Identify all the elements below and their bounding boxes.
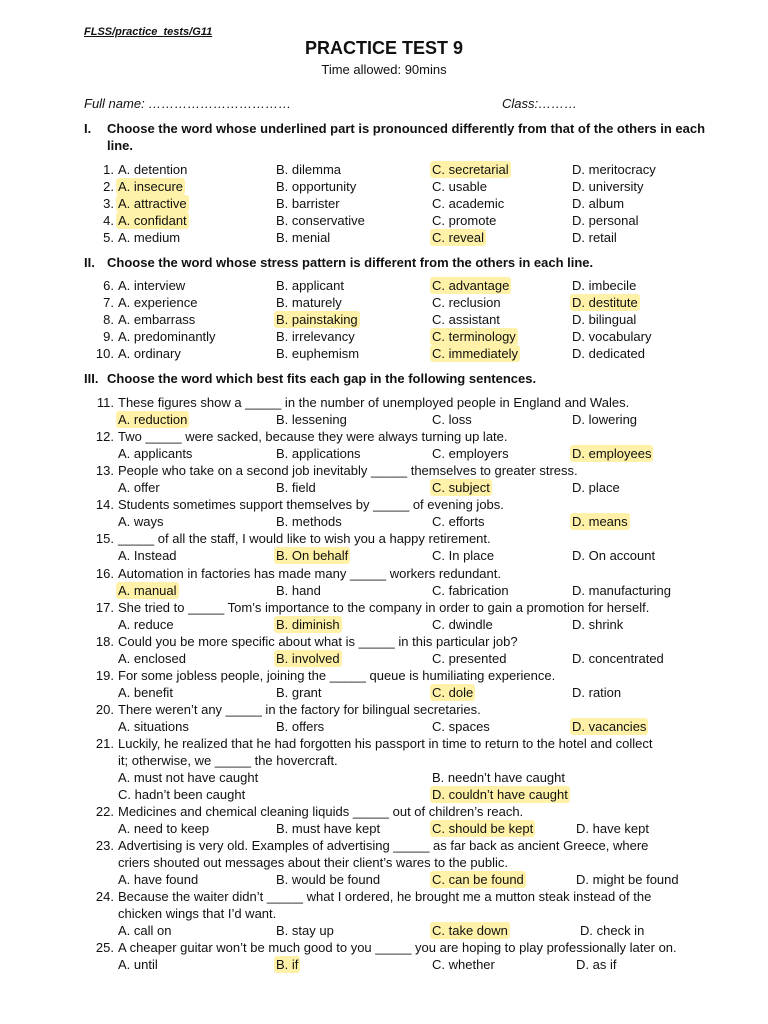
question-stem-row (84, 565, 724, 582)
section-instruction: Choose the word which best fits each gap in the following sentences. (107, 371, 537, 386)
options-row (84, 445, 724, 462)
question-stem: She tried to _____ Tom’s importance to the company in order to gain a promotion for herself. (118, 600, 650, 615)
options-row (84, 411, 724, 428)
option-b-answer: B. On behalf (276, 548, 349, 563)
option-d-answer: D. means (572, 514, 628, 529)
options-row (84, 479, 724, 496)
page-title: PRACTICE TEST 9 (304, 38, 464, 58)
question-number: 10. (95, 346, 114, 361)
question-stem-row (84, 496, 724, 513)
option-c: C. spaces (432, 719, 490, 734)
question-number: 3. (103, 196, 114, 211)
option-a: A. need to keep (118, 821, 210, 836)
question-stem-row (84, 462, 724, 479)
section-heading (84, 120, 724, 154)
options-row (84, 956, 724, 973)
question-stem: For some jobless people, joining the _____ queue is humiliating experience. (118, 668, 556, 683)
question-stem: Medicines and chemical cleaning liquids _____ out of children’s reach. (118, 804, 524, 819)
option-a-answer: A. insecure (118, 179, 184, 194)
question-number: 16. (95, 566, 114, 581)
option-b: B. must have kept (276, 821, 381, 836)
options-row (84, 769, 724, 786)
question-number: 19. (95, 668, 114, 683)
question-number: 15. (95, 531, 114, 546)
question-stem: These figures show a _____ in the number of unemployed people in England and Wales. (118, 395, 630, 410)
full-name-field: Full name: …………………………… (84, 96, 292, 111)
question-stem: _____ of all the staff, I would like to wish you a happy retirement. (118, 531, 491, 546)
option-c-answer: C. take down (432, 923, 508, 938)
question-stem: People who take on a second job inevitably _____ themselves to greater stress. (118, 463, 578, 478)
option-c-answer: C. should be kept (432, 821, 534, 836)
option-c: C. dwindle (432, 617, 493, 632)
option-b: B. field (276, 480, 316, 495)
question-number: 8. (103, 312, 114, 327)
question-stem-row (84, 701, 724, 718)
question-number: 1. (103, 162, 114, 177)
question-row (84, 178, 724, 195)
option-b-answer: B. if (276, 957, 299, 972)
question-row (84, 277, 724, 294)
question-stem-row (84, 735, 724, 752)
option-d: D. retail (572, 230, 617, 245)
question-number: 7. (103, 295, 114, 310)
option-a: A. medium (118, 230, 181, 245)
question-stem: There weren’t any _____ in the factory for bilingual secretaries. (118, 702, 481, 717)
option-d: D. On account (572, 548, 656, 563)
document-code: FLSS/practice_tests/G11 (84, 26, 213, 38)
option-a: A. until (118, 957, 158, 972)
question-number: 4. (103, 213, 114, 228)
option-a: A. enclosed (118, 651, 186, 666)
option-b: B. grant (276, 685, 322, 700)
option-d-answer: D. couldn’t have caught (432, 787, 568, 802)
section-number: I. (84, 121, 92, 136)
option-a: A. detention (118, 162, 188, 177)
option-b: B. would be found (276, 872, 381, 887)
question-stem-row (84, 888, 724, 905)
option-d: D. bilingual (572, 312, 637, 327)
question-stem-row (84, 803, 724, 820)
question-number: 5. (103, 230, 114, 245)
question-stem: Luckily, he realized that he had forgotten his passport in time to return to the hotel and collect (118, 736, 653, 751)
option-b: B. hand (276, 583, 321, 598)
option-b: B. methods (276, 514, 342, 529)
option-a: A. experience (118, 295, 198, 310)
option-d-answer: D. employees (572, 446, 652, 461)
option-c: C. hadn’t been caught (118, 787, 246, 802)
question-number: 24. (95, 889, 114, 904)
option-a-answer: A. reduction (118, 412, 188, 427)
question-row (84, 311, 724, 328)
question-stem: Automation in factories has made many _____ workers redundant. (118, 566, 501, 581)
option-d: D. as if (576, 957, 617, 972)
question-row (84, 345, 724, 362)
question-number: 17. (95, 600, 114, 615)
option-a: A. embarrass (118, 312, 196, 327)
question-stem-row (84, 394, 724, 411)
options-row (84, 513, 724, 530)
option-b: B. lessening (276, 412, 347, 427)
question-stem: Because the waiter didn’t _____ what I ordered, he brought me a mutton steak instead of the (118, 889, 652, 904)
option-a: A. must not have caught (118, 770, 259, 785)
question-stem: A cheaper guitar won’t be much good to you _____ you are hoping to play professionally later on. (118, 940, 677, 955)
option-a-answer: A. confidant (118, 213, 187, 228)
option-d: D. might be found (576, 872, 679, 887)
section-instruction: Choose the word whose stress pattern is different from the others in each line. (107, 255, 594, 270)
question-stem-row (84, 752, 724, 769)
option-d: D. have kept (576, 821, 649, 836)
section-heading (84, 370, 724, 387)
options-row (84, 582, 724, 599)
question-number: 14. (95, 497, 114, 512)
options-row (84, 718, 724, 735)
options-row (84, 616, 724, 633)
question-number: 25. (95, 940, 114, 955)
question-number: 22. (95, 804, 114, 819)
option-a: A. reduce (118, 617, 174, 632)
option-b: B. euphemism (276, 346, 360, 361)
question-stem-row (84, 854, 724, 871)
option-b-answer: B. painstaking (276, 312, 358, 327)
question-stem-continued: it; otherwise, we _____ the hovercraft. (118, 753, 338, 768)
options-row (84, 547, 724, 564)
option-b: B. applications (276, 446, 361, 461)
option-c: C. fabrication (432, 583, 509, 598)
option-b: B. maturely (276, 295, 342, 310)
options-row (84, 650, 724, 667)
question-number: 11. (96, 395, 114, 410)
option-d: D. vocabulary (572, 329, 652, 344)
option-d: D. personal (572, 213, 639, 228)
question-stem: Two _____ were sacked, because they were always turning up late. (118, 429, 508, 444)
question-number: 20. (95, 702, 114, 717)
option-b: B. needn’t have caught (432, 770, 565, 785)
option-a: A. situations (118, 719, 189, 734)
question-stem-row (84, 837, 724, 854)
question-row (84, 161, 724, 178)
option-d: D. university (572, 179, 644, 194)
question-stem-row (84, 599, 724, 616)
option-b: B. offers (276, 719, 325, 734)
class-field: Class:……… (502, 96, 578, 111)
option-a: A. predominantly (118, 329, 216, 344)
option-c-answer: C. reveal (432, 230, 485, 245)
option-c-answer: C. dole (432, 685, 474, 700)
question-number: 2. (103, 179, 114, 194)
option-d-answer: D. vacancies (572, 719, 647, 734)
option-a: A. offer (118, 480, 160, 495)
options-row (84, 922, 724, 939)
question-stem-continued: criers shouted out messages about their client’s wares to the public. (118, 855, 508, 870)
option-a-answer: A. attractive (118, 196, 187, 211)
option-c: C. reclusion (432, 295, 501, 310)
option-c-answer: C. subject (432, 480, 490, 495)
option-c-answer: C. terminology (432, 329, 516, 344)
option-b: B. barrister (276, 196, 340, 211)
option-d: D. place (572, 480, 620, 495)
option-c: C. presented (432, 651, 507, 666)
question-number: 21. (95, 736, 114, 751)
option-d: D. dedicated (572, 346, 645, 361)
question-number: 9. (103, 329, 114, 344)
option-b: B. menial (276, 230, 331, 245)
question-number: 6. (103, 278, 114, 293)
question-stem-row (84, 667, 724, 684)
option-a: A. applicants (118, 446, 193, 461)
option-d: D. shrink (572, 617, 624, 632)
section-number: III. (84, 371, 99, 386)
option-a: A. have found (118, 872, 199, 887)
options-row (84, 820, 724, 837)
option-c: C. loss (432, 412, 472, 427)
option-a: A. ways (118, 514, 164, 529)
question-row (84, 328, 724, 345)
option-a: A. Instead (118, 548, 177, 563)
question-row (84, 212, 724, 229)
option-b: B. irrelevancy (276, 329, 355, 344)
option-c: C. usable (432, 179, 487, 194)
question-stem-row (84, 905, 724, 922)
option-b: B. dilemma (276, 162, 342, 177)
question-number: 12. (95, 429, 114, 444)
option-c-answer: C. advantage (432, 278, 510, 293)
option-a: A. benefit (118, 685, 173, 700)
question-stem: Advertising is very old. Examples of advertising _____ as far back as ancient Greece, where (118, 838, 649, 853)
options-row (84, 871, 724, 888)
option-b: B. opportunity (276, 179, 357, 194)
time-allowed: Time allowed: 90mins (321, 62, 447, 77)
option-b-answer: B. involved (276, 651, 340, 666)
option-b: B. applicant (276, 278, 344, 293)
option-a: A. ordinary (118, 346, 181, 361)
option-a-answer: A. manual (118, 583, 177, 598)
option-d: D. manufacturing (572, 583, 671, 598)
section-heading (84, 254, 724, 271)
option-c: C. promote (432, 213, 497, 228)
option-c: C. academic (432, 196, 505, 211)
option-c: C. whether (432, 957, 495, 972)
question-row (84, 294, 724, 311)
option-c-answer: C. secretarial (432, 162, 509, 177)
question-stem-row (84, 530, 724, 547)
option-b: B. stay up (276, 923, 334, 938)
option-d: D. check in (580, 923, 645, 938)
option-c: C. efforts (432, 514, 485, 529)
question-number: 13. (95, 463, 114, 478)
option-c: C. employers (432, 446, 509, 461)
option-b-answer: B. diminish (276, 617, 340, 632)
options-row (84, 684, 724, 701)
option-d: D. album (572, 196, 625, 211)
option-d: D. concentrated (572, 651, 664, 666)
option-c: C. assistant (432, 312, 500, 327)
question-stem: Could you be more specific about what is _____ in this particular job? (118, 634, 518, 649)
section-instruction: Choose the word whose underlined part is pronounced differently from that of the others in each line. (107, 121, 706, 153)
option-c-answer: C. immediately (432, 346, 518, 361)
option-c: C. In place (432, 548, 495, 563)
question-number: 18. (95, 634, 114, 649)
question-stem-row (84, 428, 724, 445)
option-d: D. meritocracy (572, 162, 656, 177)
question-number: 23. (95, 838, 114, 853)
question-stem-continued: chicken wings that I’d want. (118, 906, 277, 921)
question-row (84, 195, 724, 212)
options-row (84, 786, 724, 803)
option-a: A. interview (118, 278, 186, 293)
option-d-answer: D. destitute (572, 295, 638, 310)
option-d: D. lowering (572, 412, 638, 427)
option-a: A. call on (118, 923, 172, 938)
question-stem-row (84, 939, 724, 956)
option-c-answer: C. can be found (432, 872, 524, 887)
question-stem: Students sometimes support themselves by _____ of evening jobs. (118, 497, 504, 512)
option-d: D. ration (572, 685, 622, 700)
option-b: B. conservative (276, 213, 365, 228)
option-d: D. imbecile (572, 278, 637, 293)
question-stem-row (84, 633, 724, 650)
question-row (84, 229, 724, 246)
section-number: II. (84, 255, 95, 270)
